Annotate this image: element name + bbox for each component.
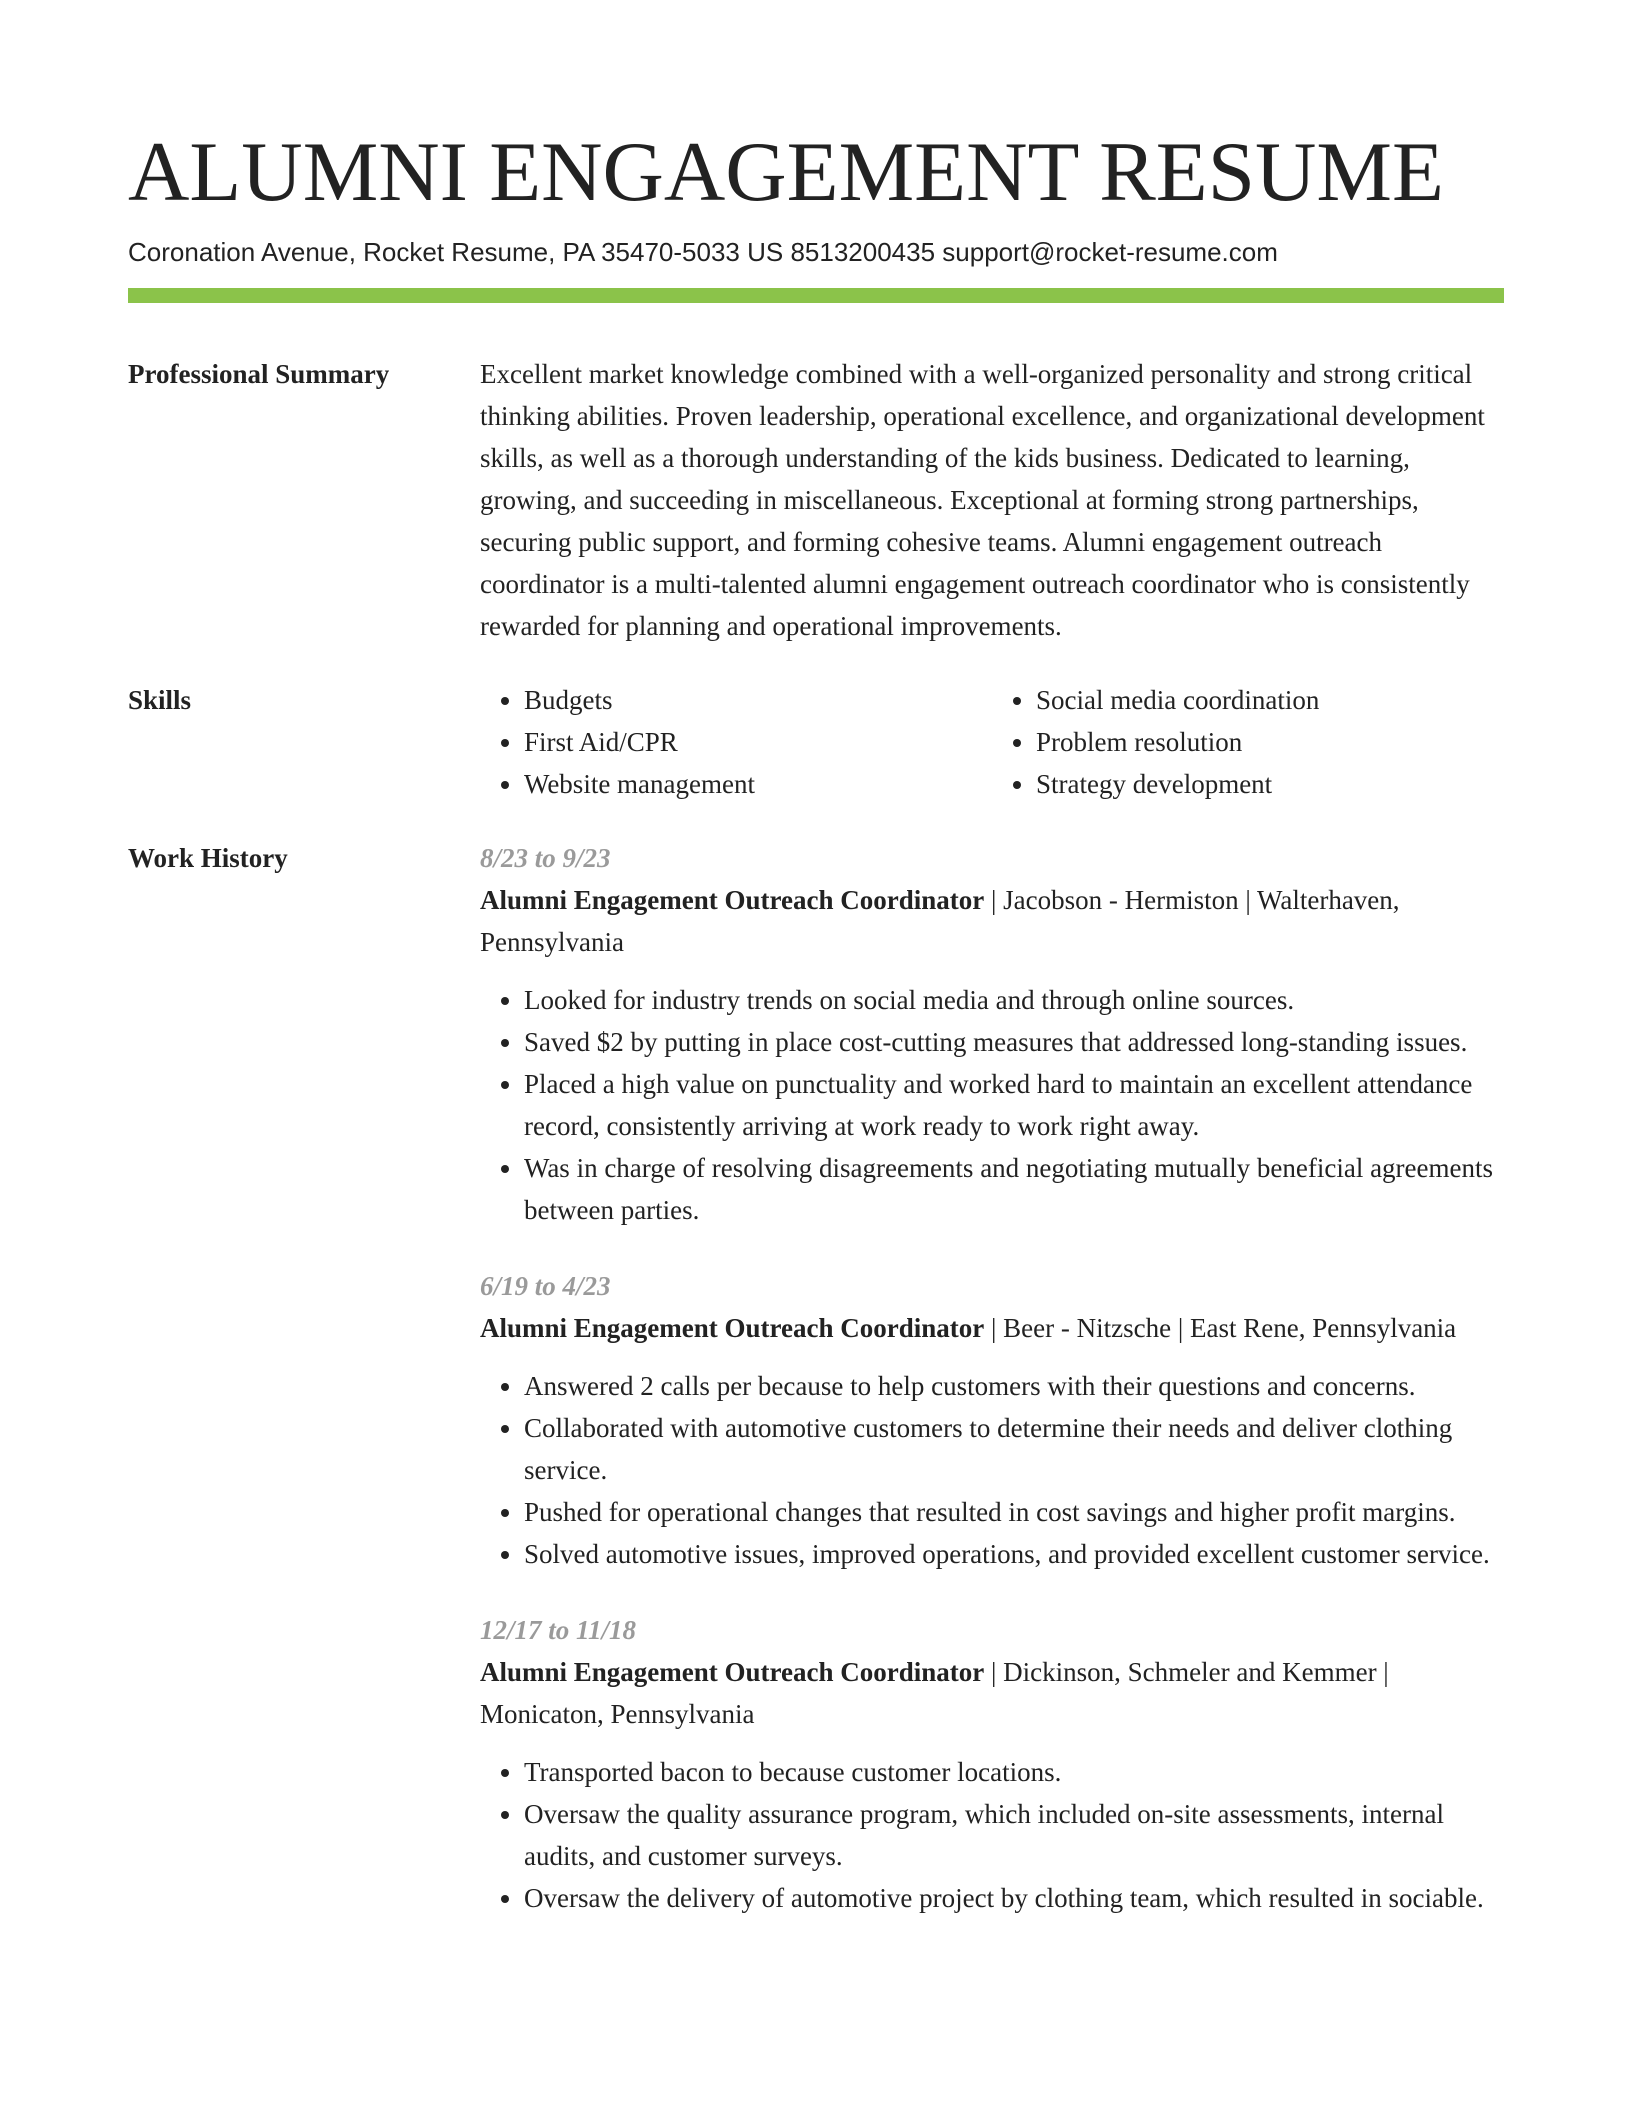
job-title: Alumni Engagement Outreach Coordinator [480, 1313, 985, 1343]
job-bullet: • Transported bacon to because customer locations. [524, 1751, 1504, 1793]
section-heading-skills: Skills [128, 685, 192, 715]
job-employer-location: | Beer - Nitzsche | East Rene, Pennsylvania [984, 1313, 1457, 1343]
job-bullet: • Looked for industry trends on social media and through online sources. [524, 979, 1504, 1021]
resume-page [128, 0, 1504, 1953]
section-heading-work-history: Work History [128, 843, 288, 873]
job-header [480, 1307, 1504, 1349]
job-bullet: • Placed a high value on punctuality and worked hard to maintain an excellent attendance record, consistently arriving at work ready to work right away. [524, 1063, 1504, 1147]
section-heading-summary: Professional Summary [128, 359, 390, 389]
job-bullet-list [480, 1751, 1504, 1919]
job-employer-location: | Jacobson - Hermiston | Walterhaven, Pennsylvania [480, 885, 1400, 957]
accent-divider [128, 288, 1504, 303]
job-bullet: • Saved $2 by putting in place cost-cutting measures that addressed long-standing issues. [524, 1021, 1504, 1063]
job-bullet: • Was in charge of resolving disagreements and negotiating mutually beneficial agreements between parties. [524, 1147, 1504, 1231]
summary-body [480, 353, 1504, 647]
skills-section [128, 679, 1504, 805]
job-entry [480, 1609, 1504, 1919]
skill-item: • Website management [524, 763, 992, 805]
resume-title: ALUMNI ENGAGEMENT RESUME [128, 125, 1444, 219]
job-header [480, 1651, 1504, 1735]
skill-item: • Problem resolution [1036, 721, 1504, 763]
contact-info: Coronation Avenue, Rocket Resume, PA 35470-5033 US 8513200435 support@rocket-resume.com [128, 237, 1278, 267]
job-title: Alumni Engagement Outreach Coordinator [480, 885, 985, 915]
job-title: Alumni Engagement Outreach Coordinator [480, 1657, 985, 1687]
job-bullet: • Collaborated with automotive customers to determine their needs and deliver clothing service. [524, 1407, 1504, 1491]
skill-item: • First Aid/CPR [524, 721, 992, 763]
job-bullet-list [480, 1365, 1504, 1575]
summary-text: Excellent market knowledge combined with a well-organized personality and strong critical thinking abilities. Proven leadership, operational excellence, and organizational development skills, as well as a thorough understanding of the kids business. Dedicated to learning, growing, and succeeding in miscellaneous. Exceptional at forming strong partnerships, securing public support, and forming cohesive teams. Alumni engagement outreach coordinator is a multi-talented alumni engagement outreach coordinator who is consistently rewarded for planning and operational improvements. [480, 359, 1485, 641]
work-history-section [128, 837, 1504, 1953]
job-bullet: • Oversaw the delivery of automotive project by clothing team, which resulted in sociable. [524, 1877, 1504, 1919]
job-bullet: • Oversaw the quality assurance program, which included on-site assessments, internal audits, and customer surveys. [524, 1793, 1504, 1877]
skills-column-right [992, 679, 1504, 805]
skill-item: • Social media coordination [1036, 679, 1504, 721]
job-entry [480, 837, 1504, 1231]
work-history-body [480, 837, 1504, 1953]
job-dates: 6/19 to 4/23 [480, 1271, 611, 1301]
skill-item: • Strategy development [1036, 763, 1504, 805]
job-bullet-list [480, 979, 1504, 1231]
skill-item: • Budgets [524, 679, 992, 721]
skills-grid [480, 679, 1504, 805]
skills-column-left [480, 679, 992, 805]
skills-body [480, 679, 1504, 805]
job-dates: 12/17 to 11/18 [480, 1615, 637, 1645]
professional-summary-section [128, 353, 1504, 647]
job-bullet: • Pushed for operational changes that resulted in cost savings and higher profit margins. [524, 1491, 1504, 1533]
job-entry [480, 1265, 1504, 1575]
job-header [480, 879, 1504, 963]
job-bullet: • Solved automotive issues, improved operations, and provided excellent customer service. [524, 1533, 1504, 1575]
job-employer-location: | Dickinson, Schmeler and Kemmer | Monicaton, Pennsylvania [480, 1657, 1389, 1729]
job-bullet: • Answered 2 calls per because to help customers with their questions and concerns. [524, 1365, 1504, 1407]
job-dates: 8/23 to 9/23 [480, 843, 611, 873]
